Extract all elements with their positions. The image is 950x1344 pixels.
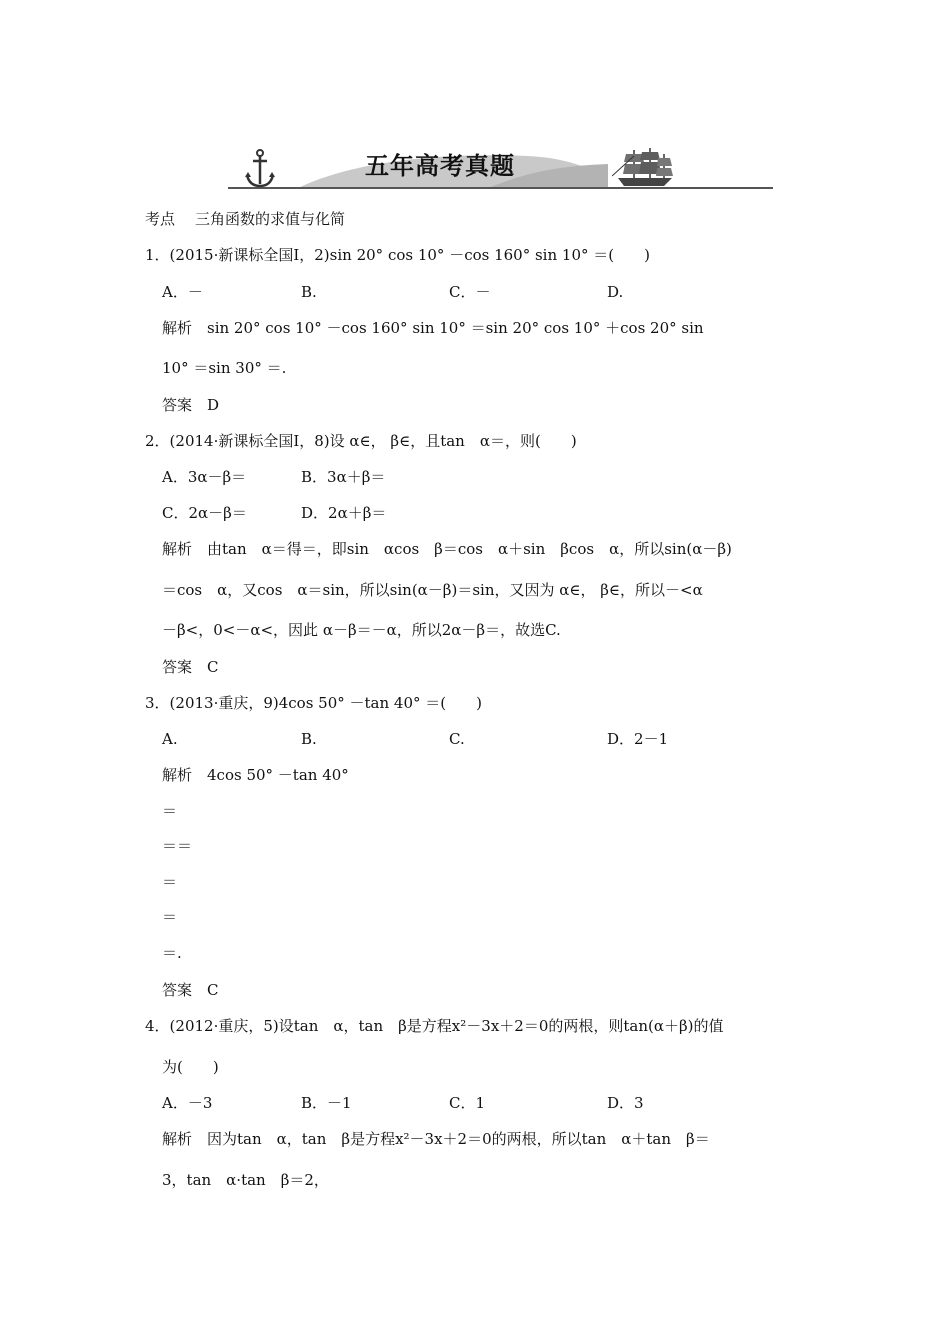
q4-option-c: C．1 — [449, 1094, 486, 1112]
q4-option-a: A．－3 — [162, 1094, 213, 1112]
q1-option-d: D. — [607, 283, 624, 301]
q3-step-2: ＝＝ — [162, 837, 193, 855]
section-label: 考点 — [145, 210, 176, 228]
anchor-icon — [243, 148, 275, 190]
q1-option-b: B. — [301, 283, 317, 301]
q2-answer: 答案 C — [162, 658, 219, 676]
q2-analysis-line-1: 解析 由tan α＝得＝，即sin αcos β＝cos α＋sin βcos α，所以sin(α－β) — [162, 540, 732, 558]
q3-option-d: D．2－1 — [607, 730, 669, 748]
q3-step-1: ＝ — [162, 802, 178, 820]
sailing-ship-icon — [612, 146, 678, 190]
q3-analysis-line-1: 解析 4cos 50° －tan 40° — [162, 766, 349, 784]
q4-analysis-line-1: 解析 因为tan α，tan β是方程x²－3x＋2＝0的两根，所以tan α＋tan β＝ — [162, 1130, 710, 1148]
q3-option-b: B. — [301, 730, 317, 748]
question-4-stem-line-2: 为( ) — [162, 1058, 219, 1076]
q1-option-c: C．－ — [449, 283, 491, 301]
q2-option-d: D．2α＋β＝ — [301, 504, 387, 522]
q4-option-b: B．－1 — [301, 1094, 352, 1112]
q4-analysis-line-2: 3，tan α·tan β＝2， — [162, 1171, 329, 1189]
banner-title: 五年高考真题 — [365, 152, 515, 180]
q2-analysis-line-2: ＝cos α，又cos α＝sin，所以sin(α－β)＝sin，又因为 α∈， β∈，所以－<α — [162, 581, 703, 599]
question-1-stem: 1．(2015·新课标全国Ⅰ，2)sin 20° cos 10° －cos 160° sin 10° ＝( ) — [145, 246, 650, 264]
q3-step-3: ＝ — [162, 873, 178, 891]
question-3-stem: 3．(2013·重庆，9)4cos 50° －tan 40° ＝( ) — [145, 694, 482, 712]
q2-option-c: C．2α－β＝ — [162, 504, 247, 522]
question-2-stem: 2．(2014·新课标全国Ⅰ，8)设 α∈， β∈，且tan α＝，则( ) — [145, 432, 577, 450]
q2-option-b: B．3α＋β＝ — [301, 468, 386, 486]
question-4-stem-line-1: 4．(2012·重庆，5)设tan α，tan β是方程x²－3x＋2＝0的两根，则tan(α＋β)的值 — [145, 1017, 724, 1035]
q1-answer: 答案 D — [162, 396, 220, 414]
q3-step-5: ＝. — [162, 944, 182, 962]
q1-analysis-line-2: 10° ＝sin 30° ＝. — [162, 359, 287, 377]
q3-step-4: ＝ — [162, 908, 178, 926]
q4-option-d: D．3 — [607, 1094, 644, 1112]
section-topic: 三角函数的求值与化简 — [195, 210, 346, 228]
q3-option-c: C. — [449, 730, 465, 748]
q3-option-a: A. — [162, 730, 178, 748]
q2-option-a: A．3α－β＝ — [162, 468, 247, 486]
q1-analysis-line-1: 解析 sin 20° cos 10° －cos 160° sin 10° ＝sin 20° cos 10° ＋cos 20° sin — [162, 319, 704, 337]
q3-answer: 答案 C — [162, 981, 219, 999]
q1-option-a: A．－ — [162, 283, 203, 301]
q2-analysis-line-3: －β<，0<－α<，因此 α－β＝－α，所以2α－β＝，故选C. — [162, 621, 561, 639]
